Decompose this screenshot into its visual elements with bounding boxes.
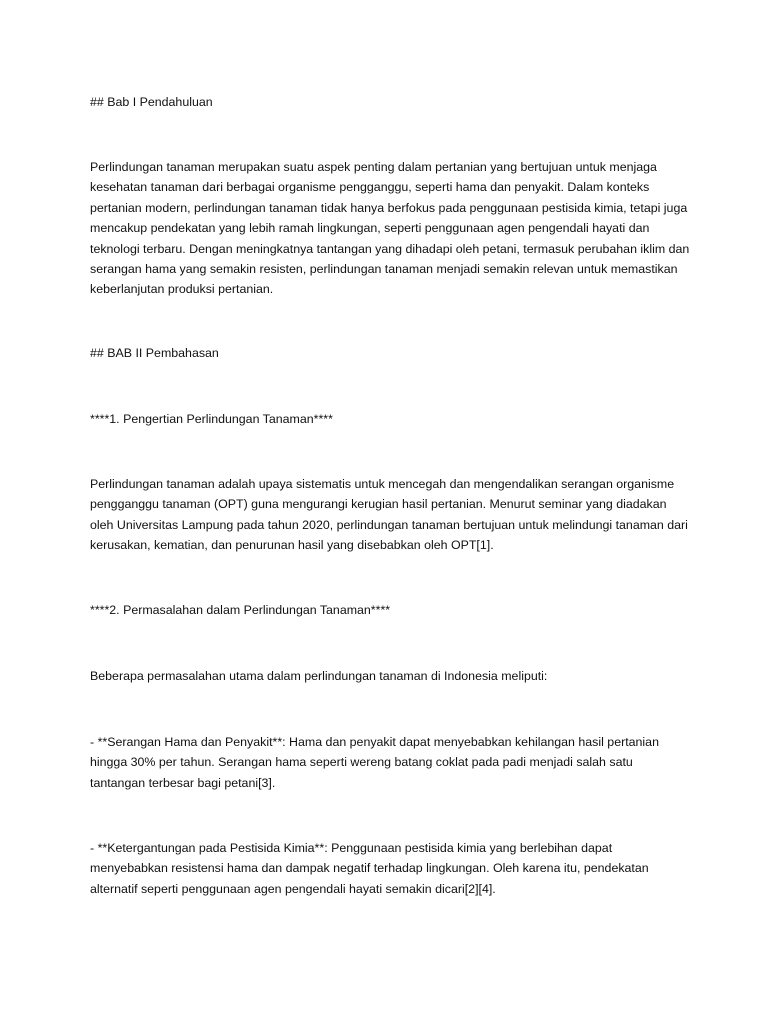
list-item-ketergantungan-pestisida: - **Ketergantungan pada Pestisida Kimia**: Penggunaan pestisida kimia yang berlebihan dapat menyebabkan resistensi hama dan dampak negatif terhadap lingkungan. Oleh karena itu, pendekatan alternatif seperti penggunaan agen pengendali hayati semakin dicari[2][4].: [90, 841, 649, 896]
paragraph-permasalahan: Beberapa permasalahan utama dalam perlindungan tanaman di Indonesia meliputi:: [90, 669, 548, 683]
paragraph-pengertian: Perlindungan tanaman adalah upaya sistematis untuk mencegah dan mengendalikan serangan organisme pengganggu tanaman (OPT) guna mengurangi kerugian hasil pertanian. Menurut seminar yang diadakan oleh Universitas Lampung pada tahun 2020, perlindungan tanaman bertujuan untuk melindungi tanaman dari kerusakan, kematian, dan penurunan hasil yang disebabkan oleh OPT[1].: [90, 477, 688, 553]
paragraph-intro: Perlindungan tanaman merupakan suatu aspek penting dalam pertanian yang bertujuan untuk menjaga kesehatan tanaman dari berbagai organisme pengganggu, seperti hama dan penyakit. Dalam konteks pertanian modern, perlindungan tanaman tidak hanya berfokus pada penggunaan pestisida kimia, tetapi juga mencakup pendekatan yang lebih ramah lingkungan, seperti penggunaan agen pengendali hayati dan teknologi terbaru. Dengan meningkatnya tantangan yang dihadapi oleh petani, termasuk perubahan iklim dan serangan hama yang semakin resisten, perlindungan tanaman menjadi semakin relevan untuk memastikan keberlanjutan produksi pertanian.: [90, 160, 690, 297]
heading-bab-1: ## Bab I Pendahuluan: [90, 95, 213, 109]
list-item-serangan-hama: - **Serangan Hama dan Penyakit**: Hama dan penyakit dapat menyebabkan kehilangan hasil pertanian hingga 30% per tahun. Serangan hama seperti wereng batang coklat pada padi menjadi salah satu tantangan terbesar bagi petani[3].: [90, 735, 659, 790]
heading-bab-2: ## BAB II Pembahasan: [90, 346, 219, 360]
subheading-pengertian: ****1. Pengertian Perlindungan Tanaman****: [90, 412, 333, 426]
subheading-permasalahan: ****2. Permasalahan dalam Perlindungan Tanaman****: [90, 603, 391, 617]
